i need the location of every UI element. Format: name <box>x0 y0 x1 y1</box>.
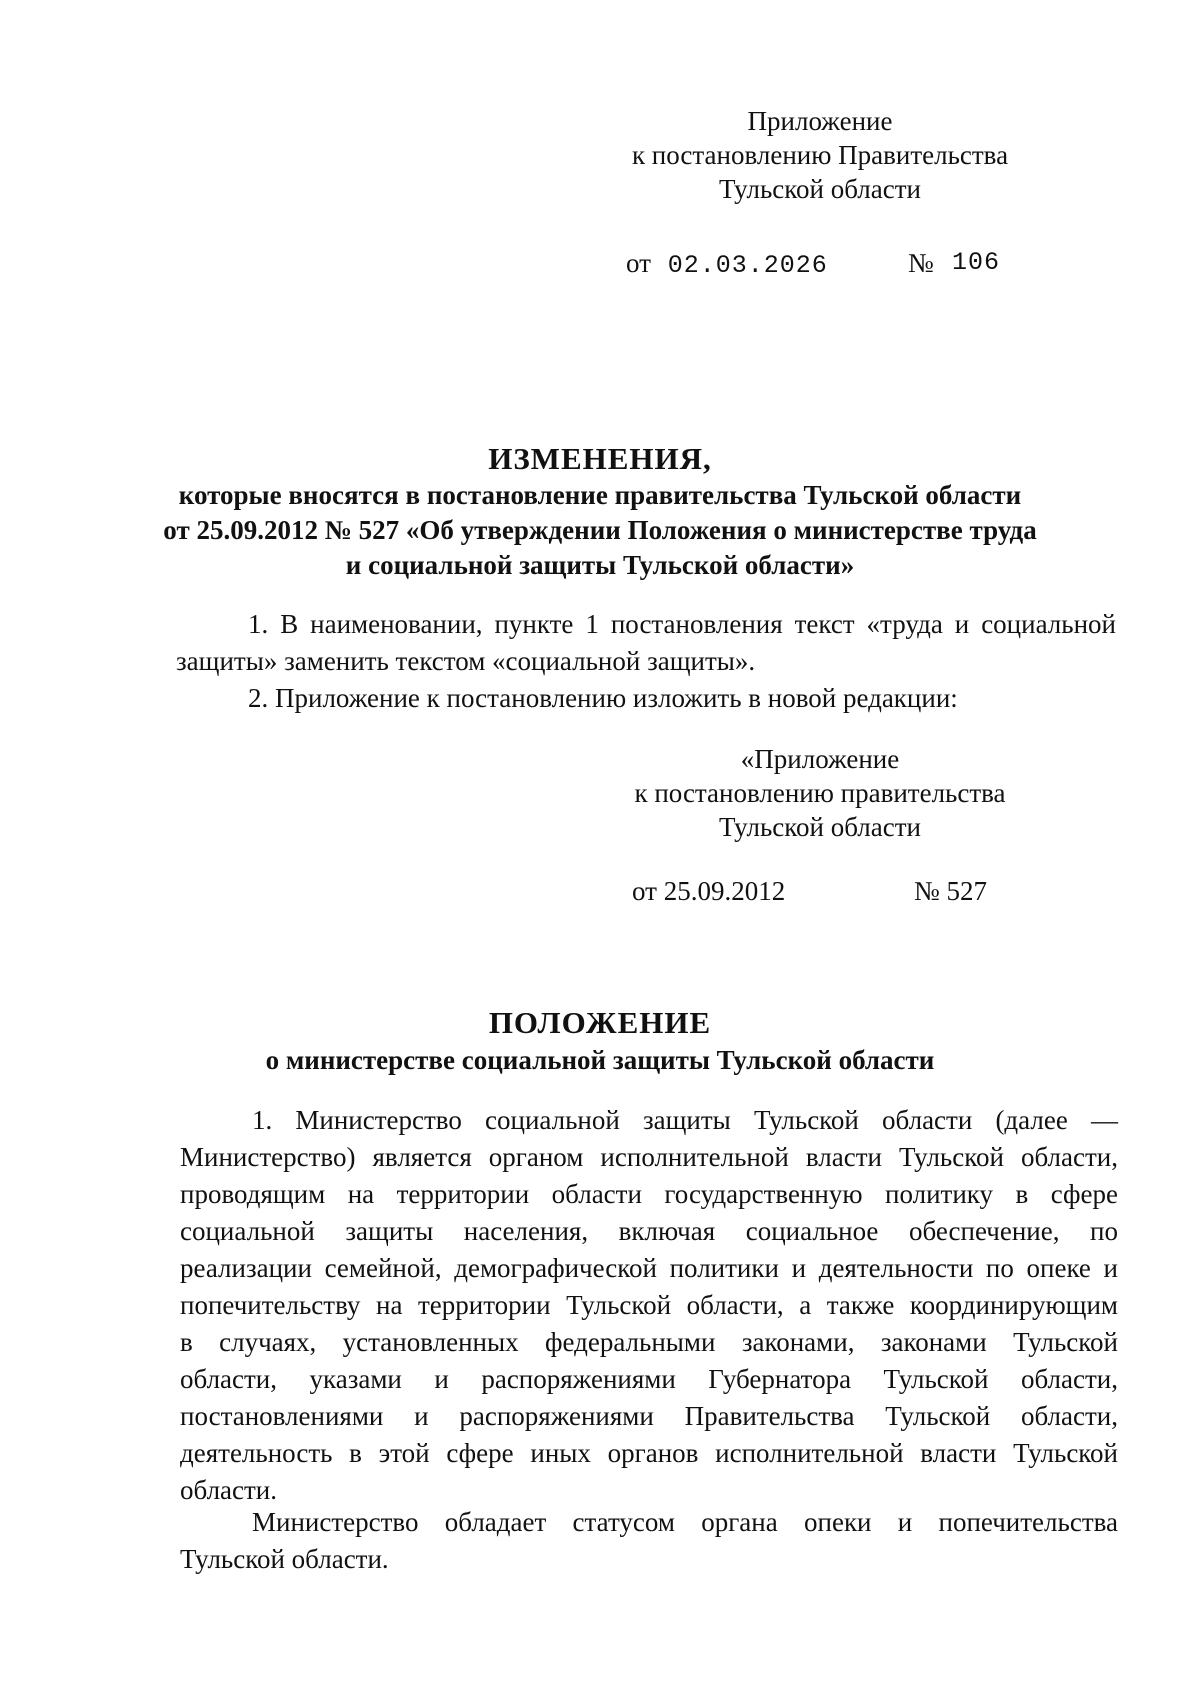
regulation-subheading: о министерстве социальной защиты Тульской области <box>265 1045 935 1075</box>
date-value: 02.03.2026 <box>667 251 828 280</box>
paragraph-line: 1. Министерство социальной защиты Тульской области (далее — <box>252 1105 1118 1135</box>
paragraph-line: деятельность в этой сфере иных органов исполнительной власти Тульской <box>180 1438 1118 1468</box>
paragraph-line: попечительству на территории Тульской области, а также координирующим <box>180 1290 1118 1320</box>
quoted-header-line: Тульской области <box>719 812 921 842</box>
item-1 <box>176 606 1116 680</box>
item-2-line: 2. Приложение к постановлению изложить в новой редакции: <box>248 683 958 713</box>
appendix-header-line: к постановлению Правительства <box>631 140 1009 170</box>
quoted-header-line: к постановлению правительства <box>634 778 1006 808</box>
paragraph-line: Тульской области. <box>180 1544 389 1574</box>
paragraph-line: реализации семейной, демографической политики и деятельности по опеке и <box>180 1253 1118 1283</box>
appendix-date-row <box>626 246 1046 283</box>
regulation-paragraph-1 <box>180 1102 1118 1509</box>
changes-title-line: от 25.09.2012 № 527 «Об утверждении Положения о министерстве труда <box>163 515 1037 545</box>
appendix-header-line: Приложение <box>747 106 893 136</box>
quoted-appendix-header <box>600 742 1040 844</box>
item-1-line: защиты» заменить текстом «социальной защиты». <box>176 646 756 676</box>
paragraph-line: области, указами и распоряжениями Губернатора Тульской области, <box>180 1364 1118 1394</box>
number-value: 106 <box>952 248 1001 277</box>
date-prefix: от <box>626 248 651 278</box>
appendix-header <box>600 104 1040 206</box>
appendix-header-line: Тульской области <box>719 174 921 204</box>
paragraph-line: проводящим на территории области государственную политику в сфере <box>180 1179 1118 1209</box>
regulation-paragraph-2 <box>180 1504 1118 1578</box>
quoted-date-row <box>632 874 1052 908</box>
paragraph-line: Министерство) является органом исполнительной власти Тульской области, <box>180 1142 1118 1172</box>
changes-title-line: и социальной защиты Тульской области» <box>345 550 855 580</box>
paragraph-line: социальной защиты населения, включая социальное обеспечение, по <box>180 1216 1118 1246</box>
changes-title-line: которые вносятся в постановление правительства Тульской области <box>178 480 1022 510</box>
item-2 <box>176 680 1116 717</box>
regulation-title <box>150 1004 1050 1078</box>
paragraph-line: Министерство обладает статусом органа опеки и попечительства <box>252 1507 1118 1537</box>
paragraph-line: в случаях, установленных федеральными законами, законами Тульской <box>180 1327 1118 1357</box>
paragraph-line: постановлениями и распоряжениями Правительства Тульской области, <box>180 1401 1118 1431</box>
changes-title <box>150 440 1050 583</box>
regulation-heading: ПОЛОЖЕНИЕ <box>488 1005 712 1040</box>
number-prefix: № <box>908 248 934 278</box>
changes-heading: ИЗМЕНЕНИЯ, <box>488 441 712 476</box>
quoted-number: № 527 <box>914 876 988 906</box>
item-1-line: 1. В наименовании, пункте 1 постановления текст «труда и социальной <box>248 609 1116 639</box>
quoted-date: от 25.09.2012 <box>632 876 786 906</box>
quoted-header-line: «Приложение <box>740 744 900 774</box>
paragraph-line: области. <box>180 1475 278 1505</box>
